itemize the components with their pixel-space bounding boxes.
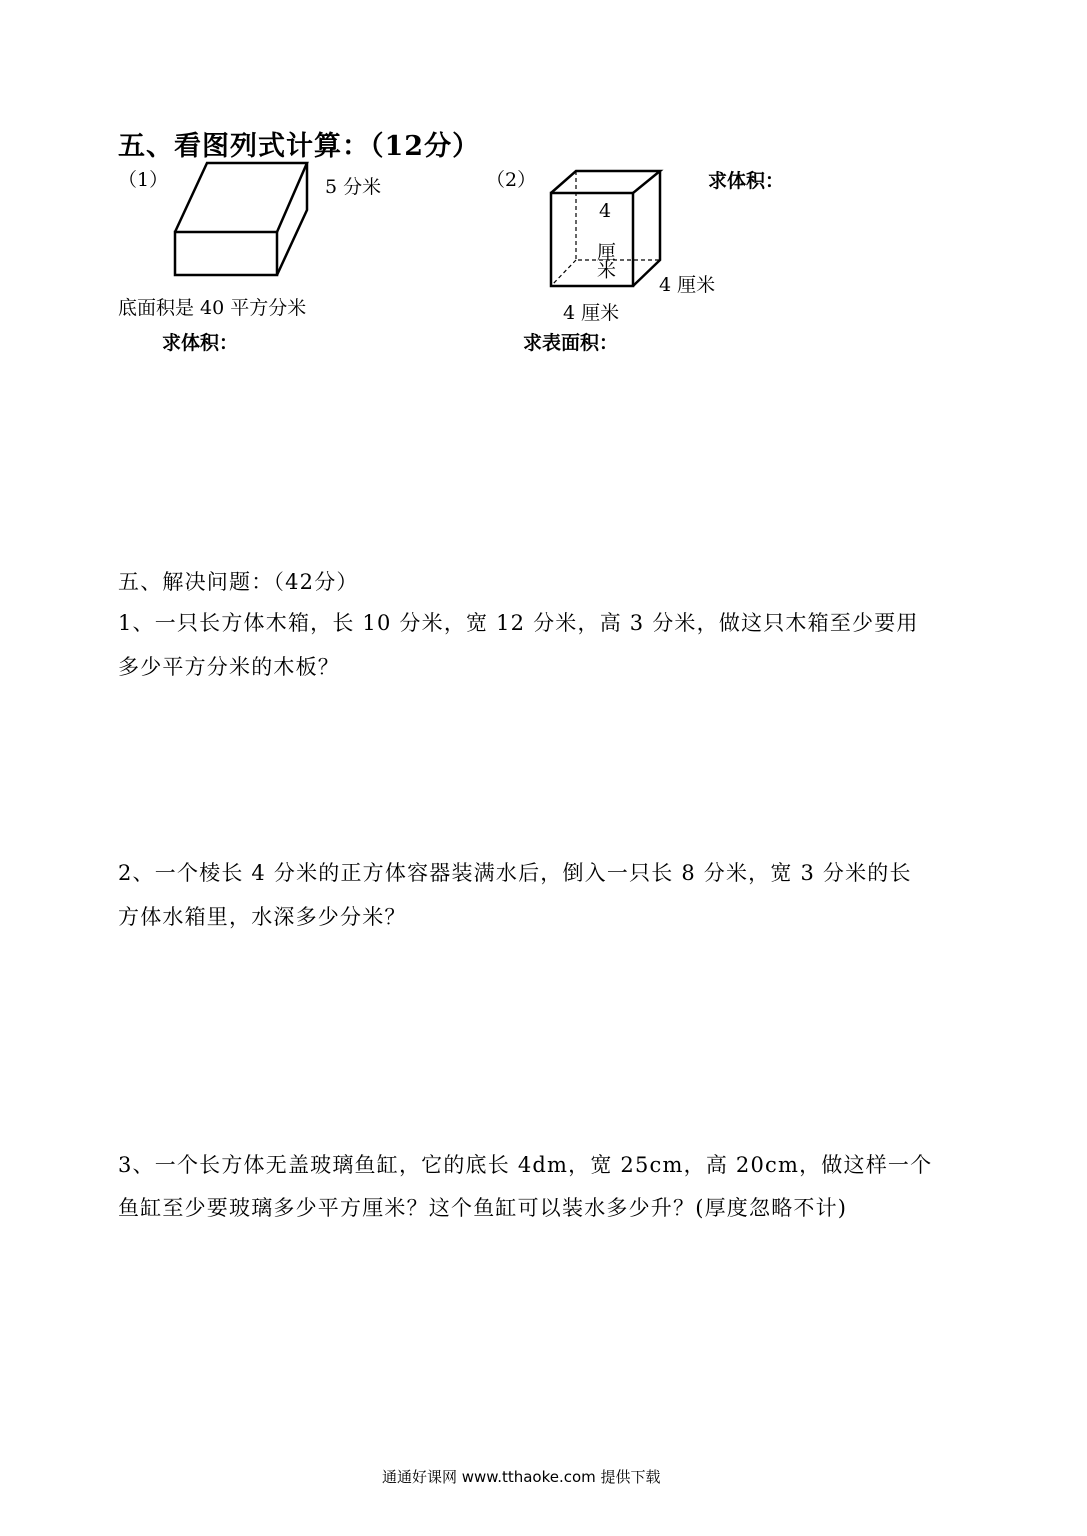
figure-2-vertical-edge-label: 4 厘米	[594, 200, 616, 278]
figure-1-height-label: 5 分米	[325, 176, 382, 198]
figure-2-depth-edge-label: 4 厘米	[659, 274, 716, 296]
figure-1-ask-volume: 求体积：	[162, 332, 239, 354]
figure-1-base-area: 底面积是 40 平方分米	[118, 297, 307, 319]
question-3-line-1: 3、一个长方体无盖玻璃鱼缸，它的底长 4dm，宽 25cm，高 20cm，做这样一个	[118, 1153, 933, 1177]
question-1-line-2: 多少平方分米的木板？	[118, 655, 340, 679]
figure-2-ask-surface: 求表面积：	[523, 332, 619, 354]
figure-2-bottom-edge-label: 4 厘米	[563, 302, 620, 324]
figure-2-ask-volume: 求体积：	[708, 170, 785, 192]
question-3-line-2: 鱼缸至少要玻璃多少平方厘米？这个鱼缸可以装水多少升？(厚度忽略不计)	[118, 1196, 848, 1220]
question-1-line-1: 1、一只长方体木箱，长 10 分米，宽 12 分米，高 3 分米，做这只木箱至少要用	[118, 611, 919, 635]
section-title-problems: 五、解决问题：（42分）	[118, 570, 359, 594]
cuboid-figure-1	[170, 158, 315, 283]
question-2-line-2: 方体水箱里，水深多少分米？	[118, 905, 407, 929]
section-title-figures: 五、看图列式计算：（12分）	[118, 131, 481, 162]
figure-1-label: （1）	[118, 169, 169, 191]
figure-2-label: （2）	[486, 169, 537, 191]
question-2-line-1: 2、一个棱长 4 分米的正方体容器装满水后，倒入一只长 8 分米，宽 3 分米的长	[118, 861, 912, 885]
footer-credit: 通通好课网 www.tthaoke.com 提供下载	[382, 1468, 661, 1486]
